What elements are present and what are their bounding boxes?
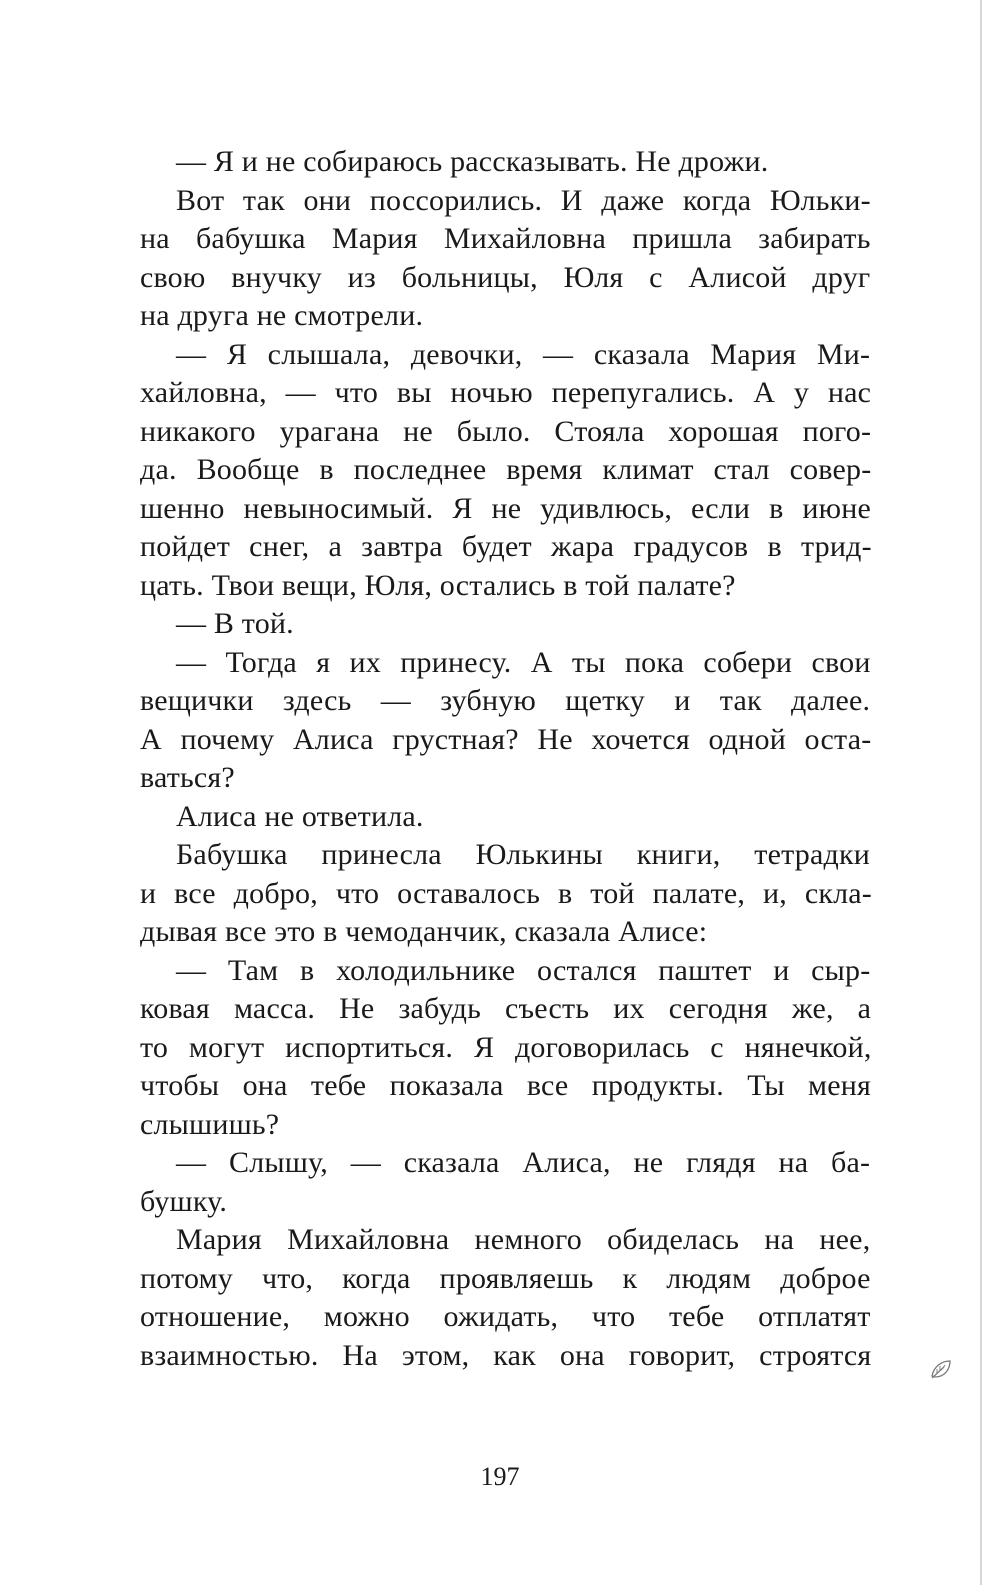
text-line: — Я слышала, девочки, — сказала Мария Ми- [176, 337, 871, 371]
text-line: потому что, когда проявляешь к людям доброе [140, 1261, 871, 1295]
text-line: цать. Твои вещи, Юля, остались в той палате? [140, 568, 736, 602]
text-line: А почему Алиса грустная? Не хочется одной оста- [140, 722, 872, 756]
text-line: Алиса не ответила. [176, 799, 424, 833]
text-line: бушку. [140, 1184, 228, 1218]
text-line: — Слышу, — сказала Алиса, не глядя на ба- [176, 1146, 871, 1179]
text-line: свою внучку из больницы, Юля с Алисой друг [140, 260, 871, 294]
leaf-icon [928, 1356, 954, 1382]
text-line: на друга не смотрели. [140, 299, 424, 332]
text-line: на бабушка Мария Михайловна пришла забирать [140, 222, 871, 255]
text-line: — Тогда я их принесу. А ты пока собери свои [176, 645, 871, 679]
text-line: пойдет снег, а завтра будет жара градусов в трид- [140, 530, 872, 563]
text-line: Вот так они поссорились. И даже когда Юльки- [176, 183, 871, 217]
body-text [140, 143, 872, 1375]
page-edge-divider [980, 0, 982, 1585]
text-line: дывая все это в чемоданчик, сказала Алисе: [140, 915, 708, 948]
text-line: отношение, можно ожидать, что тебе отплатят [140, 1300, 871, 1333]
text-line: слышишь? [140, 1107, 280, 1141]
text-line: ваться? [140, 761, 235, 794]
text-line: Бабушка принесла Юлькины книги, тетрадки [176, 838, 870, 871]
page-number: 197 [480, 1462, 520, 1491]
text-line: чтобы она тебе показала все продукты. Ты меня [140, 1069, 871, 1102]
text-line: да. Вообще в последнее время климат стал совер- [140, 453, 872, 486]
text-line: шенно невыносимый. Я не удивлюсь, если в июне [140, 491, 871, 525]
text-line: Мария Михайловна немного обиделась на нее, [176, 1223, 871, 1256]
text-line: и все добро, что оставалось в той палате, и, скла- [140, 876, 872, 910]
text-line: никакого урагана не было. Стояла хорошая пого- [140, 414, 872, 448]
text-line: — Там в холодильнике остался паштет и сыр- [176, 953, 871, 987]
text-line: то могут испортиться. Я договорилась с нянечкой, [140, 1030, 872, 1064]
text-line: — Я и не собираюсь рассказывать. Не дрожи. [176, 145, 769, 178]
text-line: вещички здесь — зубную щетку и так далее. [140, 684, 871, 717]
text-line: ковая масса. Не забудь съесть их сегодня же, а [140, 992, 872, 1025]
text-line: хайловна, — что вы ночью перепугались. А у нас [140, 376, 872, 409]
text-line: — В той. [176, 607, 294, 640]
text-line: взаимностью. На этом, как она говорит, строятся [140, 1338, 872, 1372]
